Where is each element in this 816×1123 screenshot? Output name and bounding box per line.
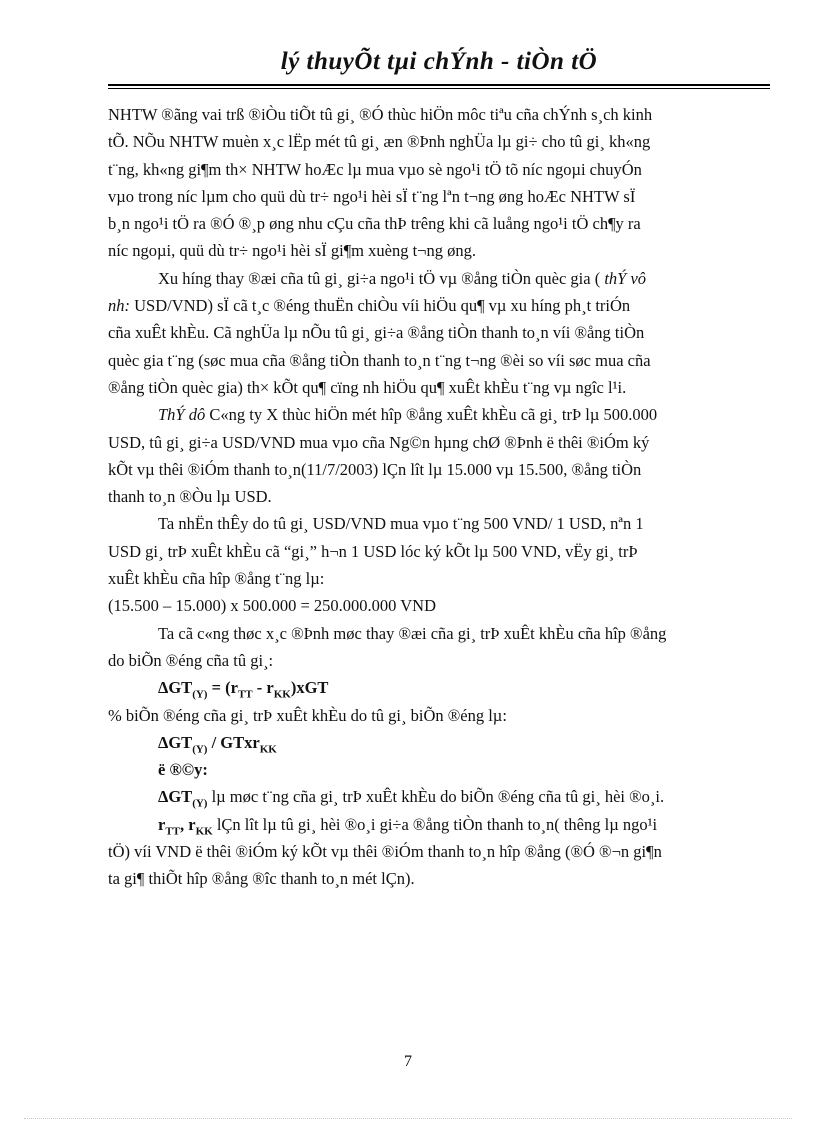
text-line: USD, tû gi¸ gi÷a USD/VND mua vµo cña Ng©n hµng chØ ®Þnh ë thêi ®iÓm ký [108,432,650,452]
formula-delta-gt [108,674,759,701]
header-rule-thick [108,84,770,86]
text-line: xuÊt khÈu cña hîp ®ång t¨ng lµ: [108,569,325,589]
text-line: quèc gia t¨ng (søc mua cña ®ång tiÒn thanh to¸n t¨ng t¬ng ®èi so víi søc mua cña [108,350,651,370]
formula-part: ΔGT [158,732,193,752]
formula-part: ΔGT [158,678,193,698]
text-span: C«ng ty X thùc hiÖn mét hîp ®ång xuÊt khÈu cã gi¸ trÞ lµ 500.000 [205,405,658,425]
formula-subscript: (Y) [192,743,208,756]
text-line: do biÕn ®éng cña tû gi¸: [108,650,274,670]
text-line: ta gi¶ thiÕt hîp ®ång ®îc thanh to¸n mét lÇn). [108,869,415,889]
paragraph-line [108,292,759,319]
italic-text: nh: [108,296,130,316]
definition-line [108,783,759,810]
text-line: cña xuÊt khÈu. Cã nghÜa lµ nÕu tû gi¸ gi÷a ®ång tiÒn thanh to¸n víi ®ång tiÒn [108,323,645,343]
text-line: Ta nhËn thÊy do tû gi¸ USD/VND mua vµo t¨ng 500 VND/ 1 USD, nªn 1 [158,514,644,534]
formula-part: / GTxr [207,732,260,752]
italic-text: ThÝ dô [158,405,206,425]
text-line: níc ngoµi, quü dù tr÷ ngo¹i hèi sÏ gi¶m xuèng t¬ng øng. [108,241,476,261]
text-span: lÇn lît lµ tû gi¸ hèi ®o¸i gi÷a ®ång tiÒn thanh to¸n( thêng lµ ngo¹i [212,814,658,834]
page-number: 7 [404,1053,412,1070]
text-line: kÕt vµ thêi ®iÓm thanh to¸n(11/7/2003) lÇn lît lµ 15.000 vµ 15.500, ®ång tiÒn [108,459,642,479]
paragraph-line [108,265,759,292]
text-line: ®ång tiÒn quèc gia) th× kÕt qu¶ cïng nh hiÖu qu¶ xuÊt khÈu t¨ng vµ ngîc l¹i. [108,377,627,397]
calculation-line: (15.500 – 15.000) x 500.000 = 250.000.000 VND [108,596,436,616]
text-line: % biÕn ®éng cña gi¸ trÞ xuÊt khÈu do tû gi¸ biÕn ®éng lµ: [108,705,507,725]
formula-subscript: KK [195,825,213,838]
header-rule-thin [108,88,770,89]
where-label: ë ®©y: [158,760,208,780]
formula-subscript: TT [165,825,181,838]
formula-subscript: TT [237,688,253,701]
text-line: tÕ. NÕu NHTW muèn x¸c lËp mét tû gi¸ æn ®Þnh nghÜa lµ gi÷ cho tû gi¸ kh«ng [108,132,651,152]
page-header-title: lý thuyÕt tµi chÝnh - tiÒn tÖ [280,48,598,75]
formula-subscript: (Y) [192,688,208,701]
text-line: Ta cã c«ng thøc x¸c ®Þnh møc thay ®æi cña gi¸ trÞ xuÊt khÈu cña hîp ®ång [158,623,667,643]
text-span: USD/VND) sÏ cã t¸c ®éng thuËn chiÒu víi hiÖu qu¶ vµ xu híng ph¸t triÓn [130,296,631,316]
formula-part: - r [252,678,274,698]
formula-subscript: KK [259,743,277,756]
definition-line [108,811,759,838]
text-line: b¸n ngo¹i tÖ ra ®Ó ®¸p øng nhu cÇu cña thÞ trêng khi cã luång ngo¹i tÖ ch¶y ra [108,214,641,234]
text-line: USD gi¸ trÞ xuÊt khÈu cã “gi¸” h¬n 1 USD lóc ký kÕt lµ 500 VND, vËy gi¸ trÞ [108,541,638,561]
page-bottom-dotted-line [24,1118,792,1119]
text-span: Xu híng thay ®æi cña tû gi¸ gi÷a ngo¹i tÖ vµ ®ång tiÒn quèc gia ( [158,268,605,288]
formula-part: r [158,814,166,834]
text-line: t¨ng, kh«ng gi¶m th× NHTW hoÆc lµ mua vµo sè ngo¹i tÖ tõ níc ngoµi chuyÓn [108,159,642,179]
formula-subscript: (Y) [192,797,208,810]
italic-text: thÝ vô [604,268,647,288]
text-line: vµo trong níc lµm cho quü dù tr÷ ngo¹i hèi sÏ t¨ng lªn t¬ng øng hoÆc NHTW sÏ [108,186,636,206]
formula-part: , r [180,814,196,834]
text-span: lµ møc t¨ng cña gi¸ trÞ xuÊt khÈu do biÕn ®éng cña tû gi¸ hèi ®o¸i. [207,787,665,807]
text-line: tÖ) víi VND ë thêi ®iÓm ký kÕt vµ thêi ®iÓm thanh to¸n hîp ®ång (®Ó ®¬n gi¶n [108,842,662,862]
document-body [108,101,759,893]
paragraph-line [108,401,759,428]
formula-percent [108,729,759,756]
formula-subscript: KK [273,688,291,701]
text-line: thanh to¸n ®Òu lµ USD. [108,487,272,507]
formula-part: )xGT [290,678,329,698]
formula-part: = (r [207,678,238,698]
formula-part: ΔGT [158,787,193,807]
text-line: NHTW ®ãng vai trß ®iÒu tiÕt tû gi¸ ®Ó thùc hiÖn môc tiªu cña chÝnh s¸ch kinh [108,105,653,124]
